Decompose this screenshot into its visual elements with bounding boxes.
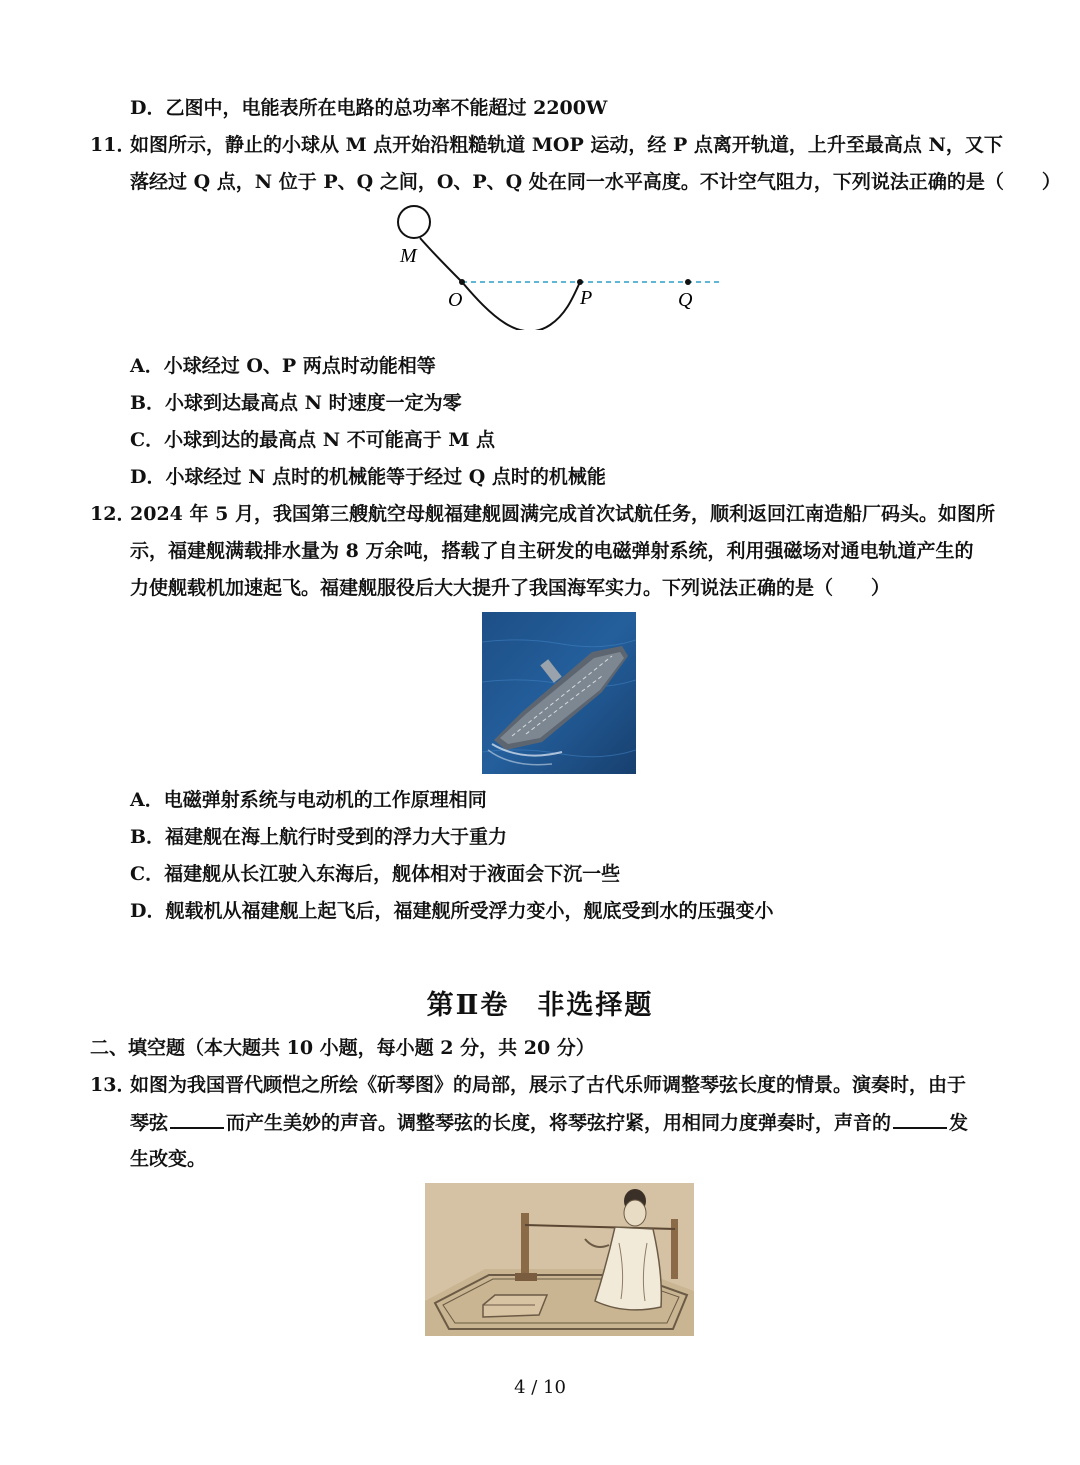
point-p-dot (577, 279, 583, 285)
section-title (0, 983, 1080, 1022)
q11-option-a: A．小球经过 O、P 两点时动能相等 (130, 355, 436, 377)
q13-line2-part3: 发 (949, 1112, 969, 1134)
label-q: Q (678, 289, 693, 311)
q12-stem-line1: 2024 年 5 月，我国第三艘航空母舰福建舰圆满完成首次试航任务，顺利返回江南造船厂码头。如图所 (130, 503, 995, 525)
q12-number: 12． (90, 503, 136, 525)
q13-line2-part2: 而产生美妙的声音。调整琴弦的长度，将琴弦拧紧，用相同力度弹奏时，声音的 (226, 1112, 892, 1134)
zhuoqin-painting (425, 1183, 694, 1336)
q11-number: 11． (90, 134, 136, 156)
track-curve (420, 238, 580, 330)
q12-option-b: B．福建舰在海上航行时受到的浮力大于重力 (130, 826, 508, 848)
point-o-dot (459, 279, 465, 285)
point-q-dot (685, 279, 691, 285)
q11-option-c: C．小球到达的最高点 N 不可能高于 M 点 (130, 429, 495, 451)
q10-option-d: D．乙图中，电能表所在电路的总功率不能超过 2200W (130, 97, 608, 119)
q13-stem-line2 (130, 1109, 968, 1136)
page-number: 4 / 10 (514, 1377, 566, 1398)
q12-option-a: A．电磁弹射系统与电动机的工作原理相同 (130, 789, 487, 811)
q11-stem-line1: 如图所示，静止的小球从 M 点开始沿粗糙轨道 MOP 运动，经 P 点离开轨道，上升至最高点 N，又下 (130, 134, 1003, 156)
ball-circle (398, 206, 430, 238)
q13-number: 13． (90, 1074, 136, 1096)
aircraft-carrier-photo (482, 612, 636, 774)
q12-option-c: C．福建舰从长江驶入东海后，舰体相对于液面会下沉一些 (130, 863, 621, 885)
q11-option-d: D．小球经过 N 点时的机械能等于经过 Q 点时的机械能 (130, 466, 606, 488)
section-name: 非选择题 (537, 990, 654, 1021)
q13-stem-line3: 生改变。 (130, 1148, 207, 1170)
label-m: M (400, 245, 417, 267)
q13-stem-line1: 如图为我国晋代顾恺之所绘《斫琴图》的局部，展示了古代乐师调整琴弦长度的情景。演奏时，由于 (130, 1074, 967, 1096)
q12-stem-line3: 力使舰载机加速起飞。福建舰服役后大大提升了我国海军实力。下列说法正确的是（ ） (130, 577, 891, 599)
label-o: O (448, 289, 463, 311)
part2-heading: 二、填空题（本大题共 10 小题，每小题 2 分，共 20 分） (90, 1037, 595, 1059)
q13-line2-part1: 琴弦 (130, 1112, 169, 1134)
q11-option-b: B．小球到达最高点 N 时速度一定为零 (130, 392, 462, 414)
q12-stem-line2: 示，福建舰满载排水量为 8 万余吨，搭载了自主研发的电磁弹射系统，利用强磁场对通电轨道产生的 (130, 540, 974, 562)
q11-track-figure (380, 200, 740, 330)
q11-stem-line2: 落经过 Q 点，N 位于 P、Q 之间，O、P、Q 处在同一水平高度。不计空气阻力，下列说法正确的是（ ） (130, 171, 1061, 193)
q13-blank-1[interactable] (170, 1109, 224, 1129)
q13-blank-2[interactable] (893, 1109, 947, 1129)
q12-option-d: D．舰载机从福建舰上起飞后，福建舰所受浮力变小，舰底受到水的压强变小 (130, 900, 774, 922)
label-p: P (580, 287, 593, 309)
section-part: 第Ⅱ卷 (426, 990, 510, 1021)
